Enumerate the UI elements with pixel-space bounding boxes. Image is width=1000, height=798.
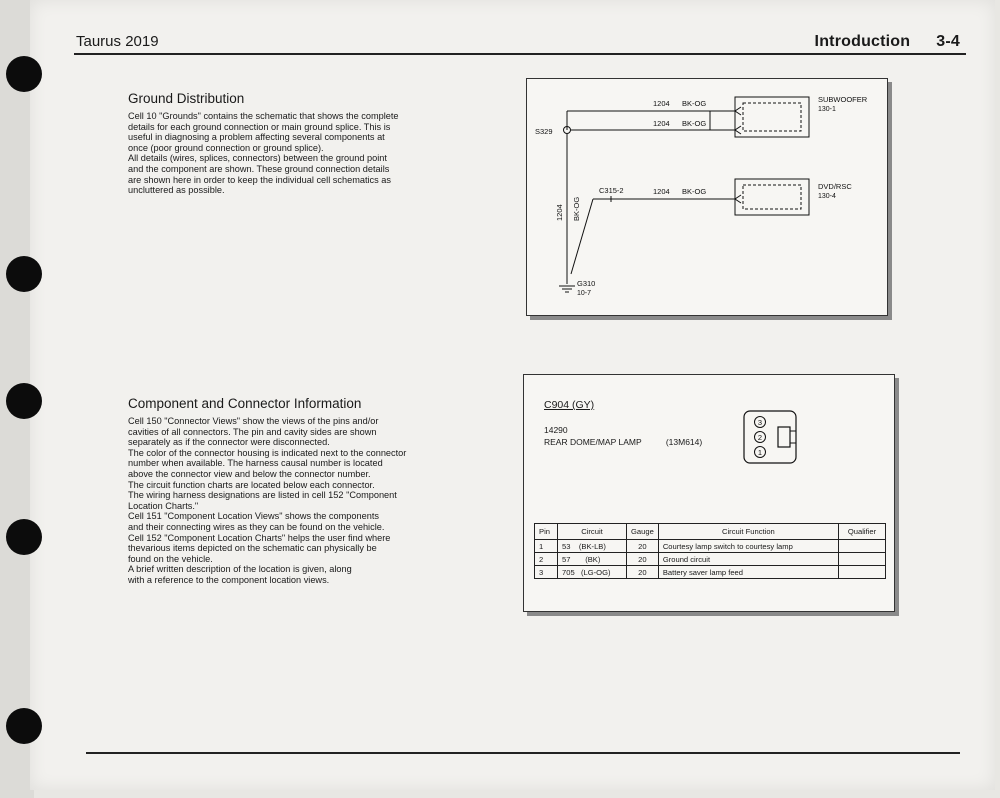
cell-qualifier [839, 566, 886, 579]
text-line: and the component are shown. These ground connection details [128, 163, 390, 174]
cell-pin: 2 [535, 553, 558, 566]
header-pin: Pin [535, 524, 558, 540]
table-row [535, 566, 886, 579]
harness-number: 14290 [544, 425, 568, 435]
cell-circuit: 53 (BK-LB) [558, 540, 627, 553]
cell-pin: 3 [535, 566, 558, 579]
text-line: Cell 152 "Component Location Charts" helps the user find where [128, 532, 391, 543]
wire-color-vertical: BK-OG [572, 196, 581, 221]
pin-label: 1 [757, 448, 763, 457]
circuit-function-table [534, 523, 886, 579]
text-line: and their connecting wires as they can be found on the vehicle. [128, 521, 385, 532]
dvd-ref: 130-4 [818, 193, 836, 200]
connector-title: C904 (GY) [544, 399, 595, 411]
text-line: Cell 150 "Connector Views" show the views of the pins and/or [128, 416, 379, 426]
ground-label: G310 [577, 279, 596, 288]
cell-circuit: 705 (LG-OG) [558, 566, 627, 579]
text-line: All details (wires, splices, connectors) between the ground point [128, 153, 387, 164]
text-line: with a reference to the component location views. [128, 574, 330, 585]
cell-function: Courtesy lamp switch to courtesy lamp [658, 540, 838, 553]
section-title: Introduction [814, 33, 911, 50]
header-circuit: Circuit [558, 524, 627, 540]
cell-function: Battery saver lamp feed [658, 566, 838, 579]
splice-label: S329 [535, 127, 553, 136]
cell-qualifier [839, 540, 886, 553]
cell-circuit: 57 (BK) [558, 553, 627, 566]
pin-label: 3 [757, 418, 763, 427]
wire-circuit-label: 1204 [653, 99, 670, 108]
connector-description-row [544, 437, 702, 447]
wire-color-label: BK-OG [682, 187, 707, 196]
subwoofer-label: SUBWOOFER [818, 95, 868, 104]
header-qualifier: Qualifier [839, 524, 886, 540]
binder-hole [6, 519, 42, 555]
text-line: number when available. The harness causal number is located [128, 458, 383, 469]
text-line: separately as if the connector were disconnected. [128, 437, 330, 448]
wire-circuit-label: 1204 [653, 187, 670, 196]
cell-gauge: 20 [627, 553, 659, 566]
connector-description: REAR DOME/MAP LAMP [544, 437, 642, 447]
component-connector-title: Component and Connector Information [128, 396, 362, 411]
ground-schematic-panel [526, 78, 888, 316]
component-connector-text [128, 416, 413, 586]
wire-color-label: BK-OG [682, 119, 707, 128]
cell-pin: 1 [535, 540, 558, 553]
table-header-row [535, 524, 886, 540]
cell-gauge: 20 [627, 540, 659, 553]
wire-circuit-label: 1204 [653, 119, 670, 128]
wire-color-label: BK-OG [682, 99, 707, 108]
binder-hole [6, 256, 42, 292]
text-line: useful in diagnosing a problem affecting several components at [128, 132, 385, 143]
text-line: The wiring harness designations are listed in cell 152 "Component [128, 490, 397, 501]
text-line: thevarious items depicted on the schematic can physically be [128, 543, 377, 554]
table-row [535, 553, 886, 566]
ground-distribution-text [128, 111, 413, 196]
pin-label: 2 [757, 433, 763, 442]
connector-face-icon [740, 409, 810, 469]
text-line: Location Charts." [128, 500, 199, 511]
header-gauge: Gauge [627, 524, 659, 540]
text-line: The color of the connector housing is indicated next to the connector [128, 447, 407, 458]
page-number: 3-4 [936, 33, 960, 50]
binder-hole [6, 708, 42, 744]
section-header [815, 33, 960, 51]
dvd-label: DVD/RSC [818, 182, 852, 191]
text-line: cavities of all connectors. The pin and cavity sides are shown [128, 426, 377, 437]
part-code: (13M614) [665, 437, 703, 447]
connector-view-panel [523, 374, 895, 612]
text-line: Cell 151 "Component Location Views" shows the components [128, 511, 379, 522]
text-line: once (poor ground connection or ground splice). [128, 142, 324, 153]
cell-qualifier [839, 553, 886, 566]
text-line: found on the vehicle. [128, 553, 213, 564]
dvd-box [735, 179, 809, 215]
connector-label: C315-2 [599, 186, 624, 195]
table-row [535, 540, 886, 553]
text-line: uncluttered as possible. [128, 185, 225, 196]
text-line: are shown here in order to keep the individual cell schematics as [128, 174, 392, 185]
text-line: above the connector view and below the connector number. [128, 468, 371, 479]
ground-schematic [527, 79, 887, 315]
footer-rule [86, 752, 960, 754]
text-line: details for each ground connection or main ground splice. This is [128, 121, 391, 132]
wire-circuit-vertical: 1204 [555, 204, 564, 221]
header-rule [74, 53, 966, 55]
cell-function: Ground circuit [658, 553, 838, 566]
binder-hole [6, 56, 42, 92]
header-function: Circuit Function [658, 524, 838, 540]
book-title: Taurus 2019 [76, 33, 159, 50]
binder-hole [6, 383, 42, 419]
subwoofer-ref: 130-1 [818, 106, 836, 113]
text-line: The circuit function charts are located below each connector. [128, 479, 375, 490]
text-line: Cell 10 "Grounds" contains the schematic that shows the complete [128, 111, 399, 121]
ground-ref: 10-7 [577, 290, 592, 297]
cell-gauge: 20 [627, 566, 659, 579]
text-line: A brief written description of the location is given, along [128, 564, 352, 575]
ground-distribution-title: Ground Distribution [128, 91, 245, 106]
